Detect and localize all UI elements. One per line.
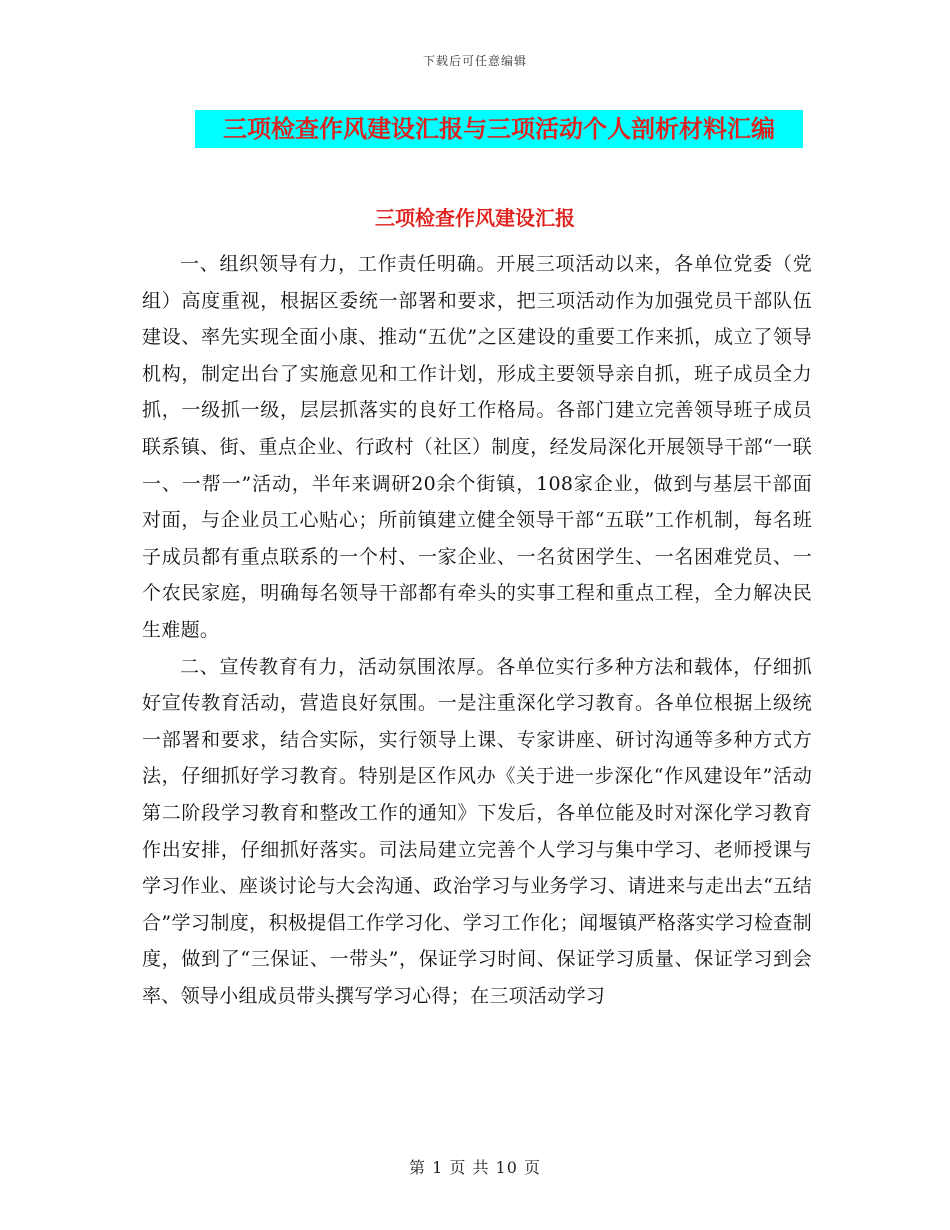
header-note: 下载后可任意编辑: [422, 54, 527, 68]
page-footer: 第 1 页 共 10 页: [409, 1158, 541, 1177]
document-title-highlight: [195, 110, 803, 148]
document-body: [142, 246, 812, 1014]
paragraph-2: 二、宣传教育有力，活动氛围浓厚。各单位实行多种方法和载体，仔细抓好宣传教育活动，营造良好氛围。一是注重深化学习教育。各单位根据上级统一部署和要求，结合实际，实行领导上课、专家讲座、研讨沟通等多种方式方法，仔细抓好学习教育。特别是区作风办《关于进一步深化“作风建设年”活动第二阶段学习教育和整改工作的通知》下发后，各单位能及时对深化学习教育作出安排，仔细抓好落实。司法局建立完善个人学习与集中学习、老师授课与学习作业、座谈讨论与大会沟通、政治学习与业务学习、请进来与走出去“五结合”学习制度，积极提倡工作学习化、学习工作化；闻堰镇严格落实学习检查制度，做到了“三保证、一带头”，保证学习时间、保证学习质量、保证学习到会率、领导小组成员带头撰写学习心得；在三项活动学习: [142, 655, 812, 1007]
document-title: 三项检查作风建设汇报与三项活动个人剖析材料汇编: [223, 114, 775, 143]
section-title: 三项检查作风建设汇报: [375, 206, 575, 230]
paragraph-1: 一、组织领导有力，工作责任明确。开展三项活动以来，各单位党委（党组）高度重视，根据区委统一部署和要求，把三项活动作为加强党员干部队伍建设、率先实现全面小康、推动“五优”之区建设的重要工作来抓，成立了领导机构，制定出台了实施意见和工作计划，形成主要领导亲自抓，班子成员全力抓，一级抓一级，层层抓落实的良好工作格局。各部门建立完善领导班子成员联系镇、街、重点企业、行政村（社区）制度，经发局深化开展领导干部“一联一、一帮一”活动，半年来调研20余个街镇，108家企业，做到与基层干部面对面，与企业员工心贴心；所前镇建立健全领导干部“五联”工作机制，每名班子成员都有重点联系的一个村、一家企业、一名贫困学生、一名困难党员、一个农民家庭，明确每名领导干部都有牵头的实事工程和重点工程，全力解决民生难题。: [142, 253, 812, 641]
